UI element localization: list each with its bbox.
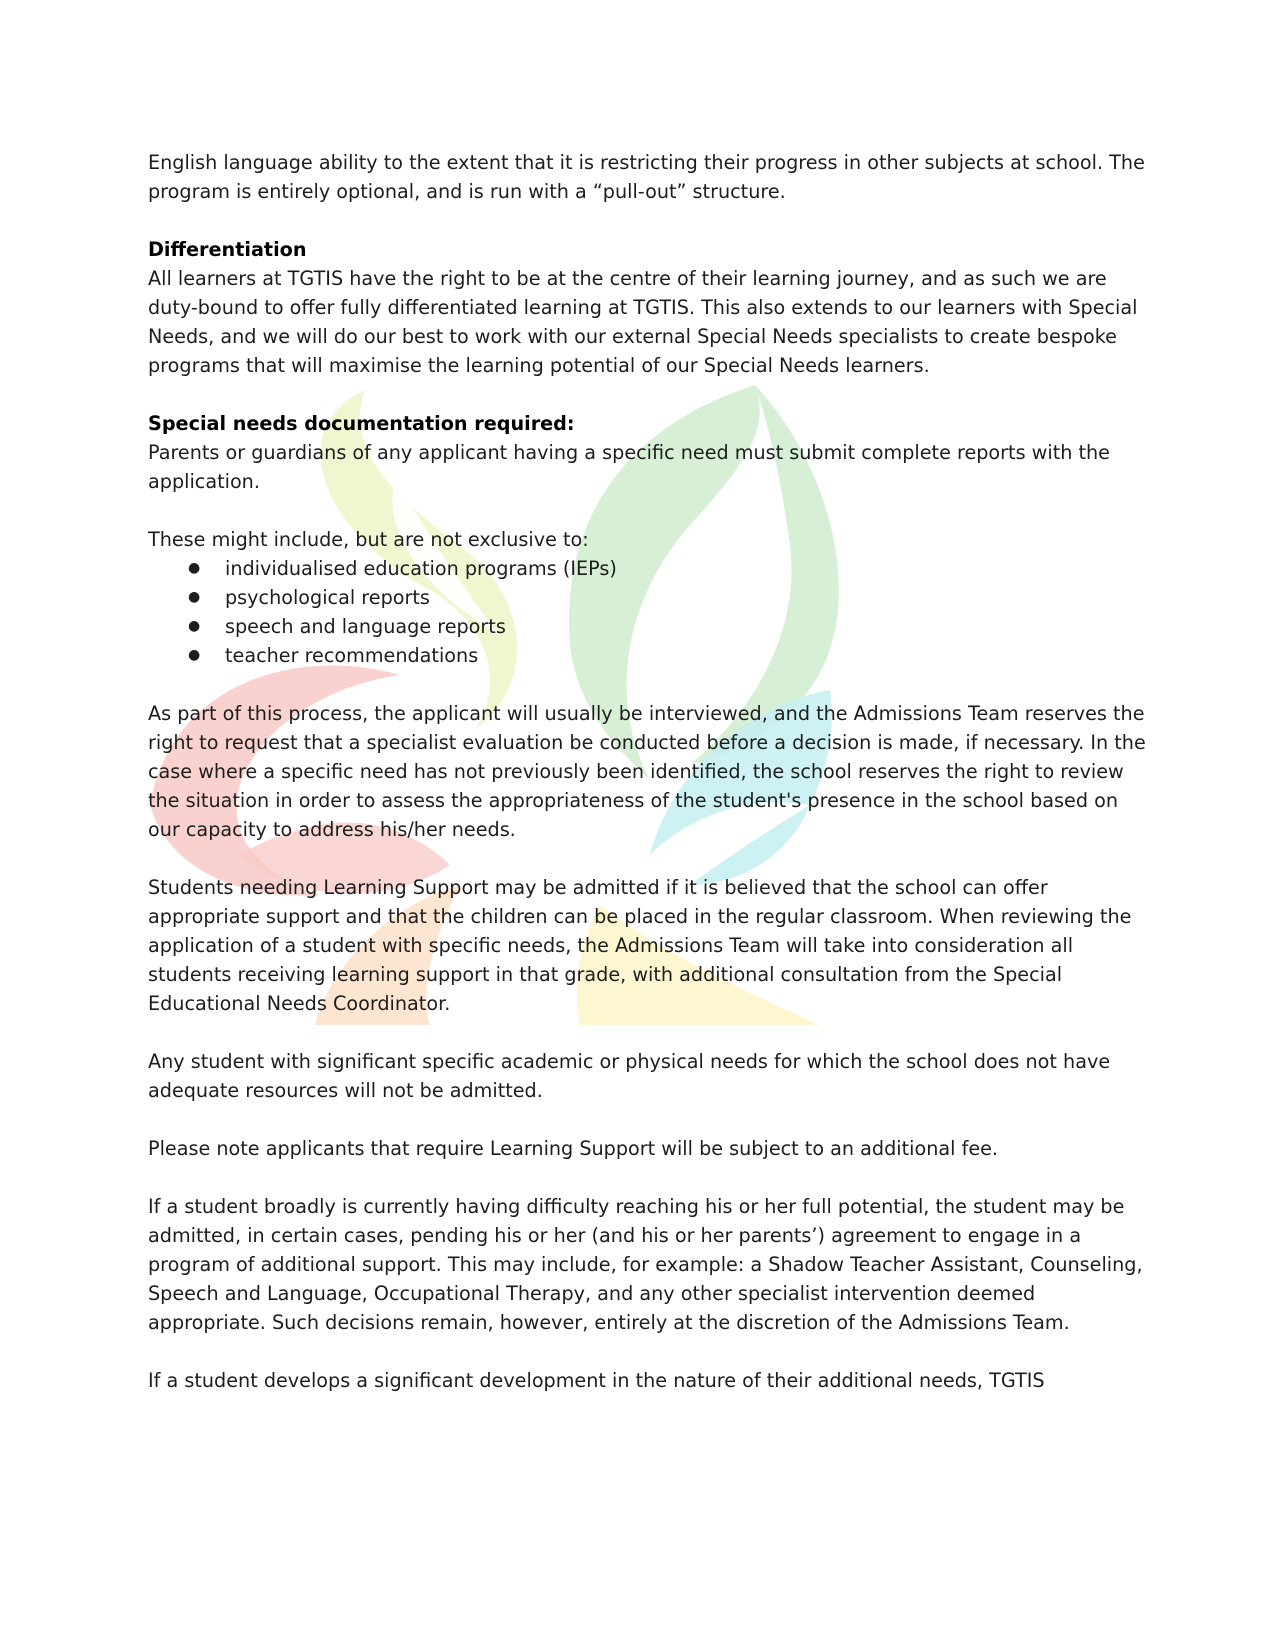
fee-paragraph: Please note applicants that require Learning Support will be subject to an additional fee.	[148, 1137, 999, 1160]
bullet-icon: ●	[188, 589, 201, 605]
list-item	[148, 583, 1148, 612]
process-paragraph: As part of this process, the applicant will usually be interviewed, and the Admissions Team reserves the right to request that a specialist evaluation be conducted before a decision is made, if necessary. In the case where a specific need has not previously been identified, the school reserves the right to review the situation in order to assess the appropriateness of the student's presence in the school based on our capacity to address his/her needs.	[148, 702, 1146, 841]
documentation-list	[148, 554, 1148, 670]
differentiation-paragraph: All learners at TGTIS have the right to be at the centre of their learning journey, and as such we are duty-bound to offer fully differentiated learning at TGTIS. This also extends to our learners with Special Needs, and we will do our best to work with our external Special Needs specialists to create bespoke programs that will maximise the learning potential of our Special Needs learners.	[148, 267, 1138, 377]
list-item-text: individualised education programs (IEPs)	[225, 557, 617, 580]
special-needs-heading: Special needs documentation required:	[148, 412, 575, 435]
document-body	[148, 148, 1148, 1395]
development-paragraph: If a student develops a significant development in the nature of their additional needs, TGTIS	[148, 1369, 1045, 1392]
list-item-text: speech and language reports	[225, 615, 506, 638]
bullet-icon: ●	[188, 647, 201, 663]
resources-paragraph: Any student with significant specific academic or physical needs for which the school does not have adequate resources will not be admitted.	[148, 1050, 1111, 1102]
list-intro: These might include, but are not exclusive to:	[148, 528, 589, 551]
list-item	[148, 554, 1148, 583]
list-item	[148, 641, 1148, 670]
special-needs-paragraph: Parents or guardians of any applicant having a specific need must submit complete reports with the application.	[148, 441, 1110, 493]
learning-support-paragraph: Students needing Learning Support may be admitted if it is believed that the school can offer appropriate support and that the children can be placed in the regular classroom. When reviewing the application of a student with specific needs, the Admissions Team will take into consideration all students receiving learning support in that grade, with additional consultation from the Special Educational Needs Coordinator.	[148, 876, 1132, 1015]
differentiation-heading: Differentiation	[148, 238, 307, 261]
intro-paragraph: English language ability to the extent that it is restricting their progress in other subjects at school. The program is entirely optional, and is run with a “pull-out” structure.	[148, 151, 1145, 203]
list-item-text: teacher recommendations	[225, 644, 479, 667]
list-item	[148, 612, 1148, 641]
list-item-text: psychological reports	[225, 586, 430, 609]
bullet-icon: ●	[188, 618, 201, 634]
potential-paragraph: If a student broadly is currently having difficulty reaching his or her full potential, the student may be admitted, in certain cases, pending his or her (and his or her parents’) agreement to engage in a program of additional support. This may include, for example: a Shadow Teacher Assistant, Counseling, Speech and Language, Occupational Therapy, and any other specialist intervention deemed appropriate. Such decisions remain, however, entirely at the discretion of the Admissions Team.	[148, 1195, 1143, 1334]
bullet-icon: ●	[188, 560, 201, 576]
